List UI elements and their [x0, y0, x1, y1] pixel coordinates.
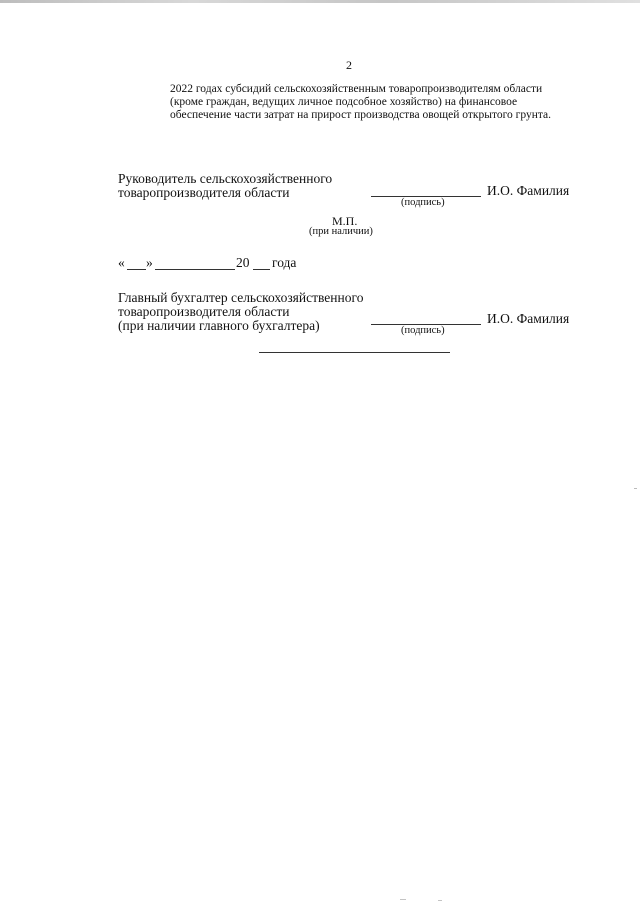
accountant-name: И.О. Фамилия [487, 311, 570, 326]
date-open-quote: « [118, 255, 125, 270]
scan-edge-artifact [0, 0, 640, 3]
date-year-prefix: 20 [236, 255, 250, 270]
accountant-title [118, 291, 363, 333]
date-year-blank [253, 269, 270, 270]
head-signature-caption: (подпись) [401, 197, 445, 208]
date-day-blank [127, 269, 146, 270]
head-name: И.О. Фамилия [487, 183, 570, 198]
head-title-line: товаропроизводителя области [118, 185, 290, 200]
stamp-label: М.П. [332, 214, 358, 228]
closing-separator [259, 352, 450, 353]
date-close-quote: » [146, 255, 153, 270]
accountant-title-line: товаропроизводителя области [118, 304, 290, 319]
intro-paragraph [170, 83, 551, 122]
scan-speck [438, 900, 442, 901]
intro-line: 2022 годах субсидий сельскохозяйственным товаропроизводителям области [170, 83, 543, 95]
accountant-title-line: Главный бухгалтер сельскохозяйственного [118, 290, 364, 305]
date-month-blank [155, 269, 235, 270]
intro-line: (кроме граждан, ведущих личное подсобное хозяйство) на финансовое [170, 96, 518, 108]
intro-line: обеспечение части затрат на прирост производства овощей открытого грунта. [170, 109, 552, 121]
scan-speck [400, 899, 406, 900]
head-title-line: Руководитель сельскохозяйственного [118, 171, 333, 186]
scan-speck [634, 488, 637, 489]
accountant-title-line: (при наличии главного бухгалтера) [118, 318, 320, 333]
head-title [118, 172, 332, 200]
stamp-note: (при наличии) [309, 226, 373, 237]
page-number: 2 [346, 58, 352, 72]
date-year-suffix: года [272, 255, 297, 270]
accountant-signature-caption: (подпись) [401, 325, 445, 336]
